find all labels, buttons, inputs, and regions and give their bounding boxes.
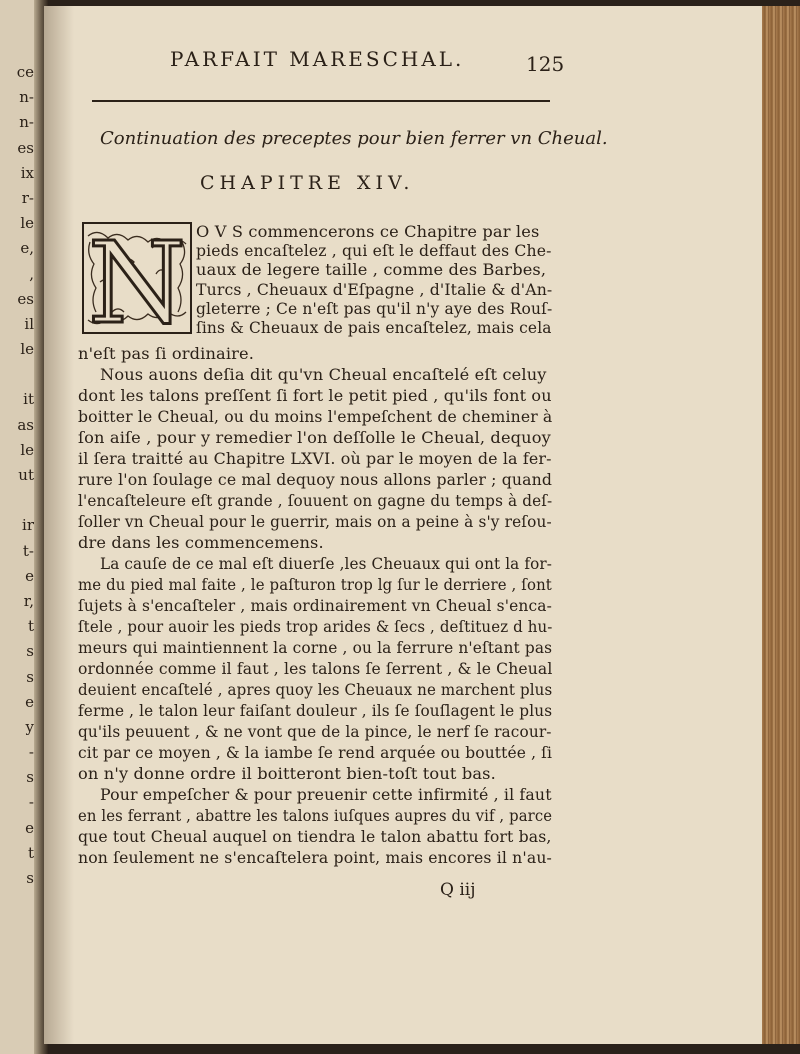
text-line: uaux de legere taille , comme des Barbes, xyxy=(196,260,547,280)
left-page-fragment: e, xyxy=(20,239,34,258)
text-line: l'encaſteleure eſt grande , ſouuent on gagne du temps à deſ- xyxy=(78,491,553,510)
left-page-fragment: r- xyxy=(21,188,34,207)
left-page-fragment: ut xyxy=(18,466,34,484)
text-line: ſtele , pour auoir les pieds trop arides & ſecs , deſtituez d hu- xyxy=(78,617,553,636)
left-page-fragment: s xyxy=(26,768,34,787)
header-rule xyxy=(92,100,550,102)
left-page-fragment: , xyxy=(29,264,34,283)
text-line: cit par ce moyen , & la iambe ſe rend arquée ou bouttée , ſi xyxy=(78,743,553,762)
left-page-fragment: es xyxy=(17,138,34,157)
left-page-fragment: - xyxy=(28,743,34,762)
text-line: rure l'on ſoulage ce mal dequoy nous allons parler ; quand xyxy=(78,470,553,489)
left-page-fragment: - xyxy=(28,793,34,812)
text-line: meurs qui maintiennent la corne , ou la ferrure n'eſtant pas xyxy=(78,638,553,657)
left-page-fragment: as xyxy=(17,415,34,434)
text-line: ferme , le talon leur faiſant douleur , ils ſe ſouſlagent le plus xyxy=(78,701,553,720)
left-page-fragment: t xyxy=(27,843,34,862)
left-page-fragment: it xyxy=(23,390,34,409)
decorated-initial-letter xyxy=(82,222,192,334)
text-line: Nous auons deſia dit qu'vn Cheual encaſtelé eſt celuy xyxy=(100,365,547,384)
text-line: il ſera traitté au Chapitre LXVI. où par le moyen de la fer- xyxy=(78,449,552,468)
text-line: dont les talons preſſent ſi fort le petit pied , qu'ils font ou xyxy=(78,386,552,405)
left-page-fragment: n- xyxy=(19,113,34,132)
text-line: pieds encaſtelez , qui eſt le deffaut des Che- xyxy=(196,241,552,261)
text-line: boitter le Cheual, ou du moins l'empeſchent de cheminer à xyxy=(78,407,553,426)
left-page-fragment: il xyxy=(24,314,34,333)
left-page-fragment: le xyxy=(20,214,34,233)
text-line: dre dans les commencemens. xyxy=(78,533,324,552)
left-page-fragment: e xyxy=(25,692,34,711)
chapter-heading: CHAPITRE XIV. xyxy=(200,172,415,194)
text-line: ſon aiſe , pour y remedier l'on deſſolle le Cheual, dequoy xyxy=(78,428,551,447)
text-line: Turcs , Cheuaux d'Eſpagne , d'Italie & d'An- xyxy=(196,279,553,299)
text-line: ſujets à s'encaſteler , mais ordinairement vn Cheual s'enca- xyxy=(78,596,552,615)
text-line: n'eſt pas ſi ordinaire. xyxy=(78,344,255,363)
text-line: en les ferrant , abattre les talons iuſques aupres du vif , parce xyxy=(78,806,553,825)
text-line: que tout Cheual auquel on tiendra le talon abattu fort bas, xyxy=(78,827,552,846)
left-page-fragment: ix xyxy=(20,163,34,182)
text-line: me du pied mal faite , le paſturon trop lg ſur le derriere , ſont xyxy=(78,575,552,594)
left-page-fragment: le xyxy=(20,340,34,359)
page-shadow xyxy=(44,6,74,1044)
left-page-fragment: y xyxy=(25,717,34,736)
text-line: ordonnée comme il faut , les talons ſe ſerrent , & le Cheual xyxy=(78,659,553,678)
left-page-fragment: t- xyxy=(22,541,34,560)
page-number: 125 xyxy=(526,52,565,76)
text-line: gleterre ; Ce n'eſt pas qu'il n'y aye des Rouſ- xyxy=(196,298,553,318)
left-page-fragment: le xyxy=(20,440,34,459)
left-page-fragment: r, xyxy=(23,591,34,610)
text-line: on n'y donne ordre il boitteront bien-toſt tout bas. xyxy=(78,764,496,783)
text-line: Pour empeſcher & pour preuenir cette infirmité , il faut xyxy=(100,785,552,804)
book-page-edges xyxy=(762,6,800,1044)
left-page-fragment: ir xyxy=(22,516,34,535)
initial-letter-glyph: N xyxy=(88,222,186,334)
text-line: ſoller vn Cheual pour le guerrir, mais on a peine à s'y reſou- xyxy=(78,512,552,531)
text-line: non ſeulement ne s'encaſtelera point, mais encores il n'au- xyxy=(78,848,552,867)
text-line: deuient encaſtelé , apres quoy les Cheuaux ne marchent plus xyxy=(78,680,553,699)
left-page-fragment: e xyxy=(25,566,34,585)
running-title: PARFAIT MARESCHAL. xyxy=(170,47,465,71)
text-line: qu'ils peuuent , & ne vont que de la pince, le nerf ſe racour- xyxy=(78,722,552,741)
section-title: Continuation des preceptes pour bien ferrer vn Cheual. xyxy=(100,128,608,149)
signature-mark: Q iij xyxy=(440,880,476,900)
left-page-fragment: s xyxy=(26,869,34,887)
left-page-fragment: e xyxy=(25,818,34,837)
text-line: La cauſe de ce mal eſt diuerſe ,les Cheuaux qui ont la for- xyxy=(100,554,553,573)
left-page-fragment: s xyxy=(26,667,34,686)
left-page-fragment: ce xyxy=(16,63,34,81)
left-page-fragment: t xyxy=(27,617,34,636)
text-line: ſins & Cheuaux de pais encaſtelez, mais cela xyxy=(196,318,552,337)
text-line: O V S commencerons ce Chapitre par les xyxy=(196,222,540,241)
left-page-fragment: n- xyxy=(19,88,34,107)
left-page-fragment: s xyxy=(26,642,34,661)
left-page-fragment: es xyxy=(17,289,34,308)
